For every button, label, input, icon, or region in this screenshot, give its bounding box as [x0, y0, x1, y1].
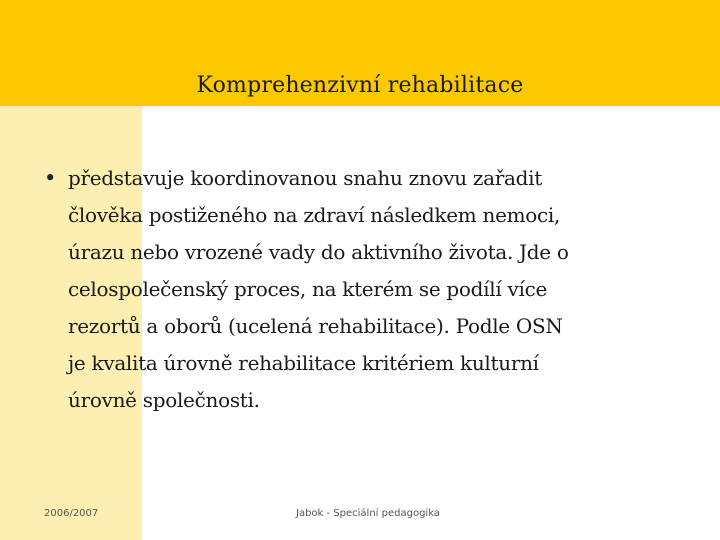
- bullet-icon: •: [44, 166, 57, 190]
- bullet-item: [44, 160, 684, 419]
- slide-body: [44, 160, 684, 419]
- slide-title: Komprehenzivní rehabilitace: [196, 73, 524, 98]
- footer-author: Jabok - Speciální pedagogika: [296, 508, 440, 519]
- bullet-text: představuje koordinovanou snahu znovu zařadit člověka postiženého na zdraví následkem nemoci, úrazu nebo vrozené vady do aktivního života. Jde o celospolečenský proces, na kterém se podílí více rezortů a oborů (ucelená rehabilitace). Podle OSN je kvalita úrovně rehabilitace kritériem kulturní úrovně společnosti.: [68, 166, 569, 412]
- footer-date: 2006/2007: [44, 508, 99, 519]
